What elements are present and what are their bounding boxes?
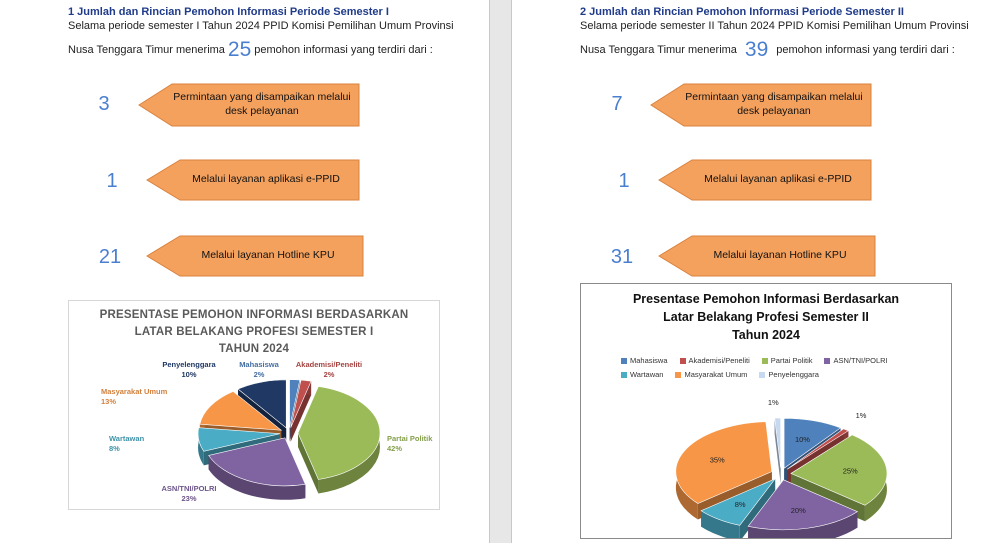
intro-line-2 xyxy=(580,38,955,62)
channel-count-eppid: 1 xyxy=(106,170,118,192)
legend-label: Akademisi/Peneliti xyxy=(688,356,750,365)
pie-chart-semester-2 xyxy=(580,283,952,539)
slice-label-masyarakat-umum: 35% xyxy=(709,455,725,465)
slice-label-partai-politik: 25% xyxy=(842,466,858,476)
slice-label-mahasiswa: Mahasiswa 2% xyxy=(239,360,279,379)
slice-label-akademisi-peneliti: 1% xyxy=(855,411,867,421)
legend-label: ASN/TNI/POLRI xyxy=(833,356,888,365)
chart-title-line-3: TAHUN 2024 xyxy=(218,343,290,355)
callout-hotline xyxy=(658,235,876,277)
total-requesters-number: 25 xyxy=(227,38,252,61)
slice-label-asn-tni-polri: ASN/TNI/POLRI 23% xyxy=(161,484,217,503)
intro-before-total: Nusa Tenggara Timur menerima xyxy=(68,44,225,56)
intro-line-1 xyxy=(580,20,969,32)
slice-label-wartawan: 8% xyxy=(734,499,746,509)
slice-label-mahasiswa: 10% xyxy=(794,434,810,444)
chart-title-line-2: LATAR BELAKANG PROFESI SEMESTER I xyxy=(134,326,374,338)
channel-count-hotline: 21 xyxy=(98,246,122,268)
intro-line-1-text: Selama periode semester I Tahun 2024 PPID Komisi Pemilihan Umum Provinsi xyxy=(68,20,454,32)
slice-label-akademisi-peneliti: Akademisi/Peneliti 2% xyxy=(295,360,363,379)
intro-line-2 xyxy=(68,38,433,62)
total-requesters-number: 39 xyxy=(744,38,769,61)
intro-after-total: pemohon informasi yang terdiri dari : xyxy=(776,44,955,56)
callout-desk-label: Permintaan yang disampaikan melalui desk pelayanan xyxy=(685,91,863,117)
legend-label: Penyelenggara xyxy=(768,370,819,379)
legend-label: Masyarakat Umum xyxy=(684,370,748,379)
slice-label-asn-tni-polri: 20% xyxy=(790,505,806,515)
slice-label-partai-politik: Partai Politik 42% xyxy=(387,434,433,453)
slice-label-penyelenggara: 1% xyxy=(767,398,779,408)
callout-desk xyxy=(138,83,360,127)
legend-label: Wartawan xyxy=(630,370,664,379)
channel-count-desk: 7 xyxy=(611,93,623,115)
page-gutter-left xyxy=(489,0,490,543)
callout-desk xyxy=(650,83,872,127)
legend-label: Partai Politik xyxy=(770,356,813,365)
slice-label-masyarakat-umum: Masyarakat Umum 13% xyxy=(101,387,168,406)
pie-chart-semester-1 xyxy=(68,300,440,510)
callout-eppid xyxy=(658,159,872,201)
section-heading-semester-1: 1 Jumlah dan Rincian Pemohon Informasi Periode Semester I xyxy=(68,6,389,18)
channel-count-hotline: 31 xyxy=(610,246,634,268)
pie-chart-1-canvas xyxy=(69,301,439,509)
callout-hotline-label: Melalui layanan Hotline KPU xyxy=(713,249,847,262)
chart-title-line-3: Tahun 2024 xyxy=(732,328,800,342)
slice-label-wartawan: Wartawan 8% xyxy=(109,434,145,453)
chart-title-line-1: Presentase Pemohon Informasi Berdasarkan xyxy=(632,292,900,306)
chart-title-line-2: Latar Belakang Profesi Semester II xyxy=(663,310,869,324)
pie-slice-penyelenggara xyxy=(775,418,781,468)
document-page-left xyxy=(0,0,489,543)
chart-title-line-1: PRESENTASE PEMOHON INFORMASI BERDASARKAN xyxy=(99,309,409,321)
document-page-right xyxy=(512,0,1000,543)
callout-eppid xyxy=(146,159,360,201)
legend-label: Mahasiswa xyxy=(630,356,668,365)
channel-count-desk: 3 xyxy=(98,93,110,115)
section-heading-semester-2: 2 Jumlah dan Rincian Pemohon Informasi Periode Semester II xyxy=(580,6,904,18)
slice-label-penyelenggara: Penyelenggara 10% xyxy=(162,360,216,379)
channel-count-eppid: 1 xyxy=(618,170,630,192)
pie-chart-2-canvas xyxy=(581,284,951,538)
callout-eppid-label: Melalui layanan aplikasi e-PPID xyxy=(192,173,340,186)
intro-before-total: Nusa Tenggara Timur menerima xyxy=(580,44,737,56)
intro-line-1-text: Selama periode semester II Tahun 2024 PPID Komisi Pemilihan Umum Provinsi xyxy=(580,20,969,32)
callout-hotline-label: Melalui layanan Hotline KPU xyxy=(201,249,335,262)
callout-desk-label: Permintaan yang disampaikan melalui desk pelayanan xyxy=(173,91,351,117)
intro-line-1 xyxy=(68,20,454,32)
callout-eppid-label: Melalui layanan aplikasi e-PPID xyxy=(704,173,852,186)
intro-after-total: pemohon informasi yang terdiri dari : xyxy=(254,44,433,56)
callout-hotline xyxy=(146,235,364,277)
